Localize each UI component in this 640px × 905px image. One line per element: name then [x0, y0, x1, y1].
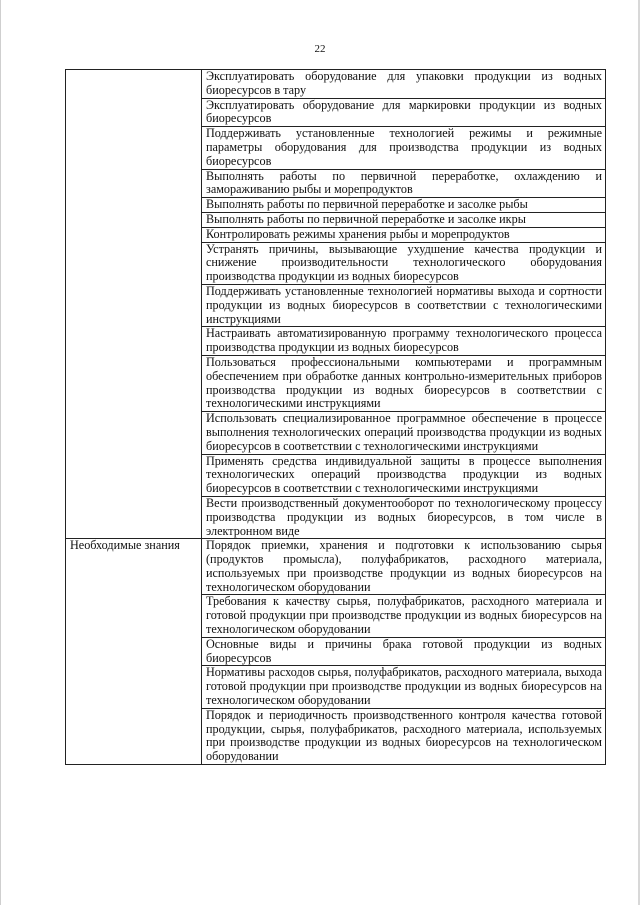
table-cell: Порядок и периодичность производственного контроля качества готовой продукции, сырья, полуфабрикатов, расходного материала, используемых при производстве продукции из водных биоресурсов на технологическом оборудовании [202, 708, 606, 764]
table-cell: Вести производственный документооборот по технологическому процессу производства продукции из водных биоресурсов, в том числе в электронном виде [202, 496, 606, 538]
table-cell: Эксплуатировать оборудование для упаковки продукции из водных биоресурсов в тару [202, 70, 606, 99]
requirements-table [65, 69, 606, 765]
table-cell: Выполнять работы по первичной переработке и засолке икры [202, 212, 606, 227]
table-cell: Основные виды и причины брака готовой продукции из водных биоресурсов [202, 637, 606, 666]
table-row [66, 70, 606, 99]
table-cell: Требования к качеству сырья, полуфабрикатов, расходного материала и готовой продукции при производстве продукции из водных биоресурсов на технологическом оборудовании [202, 595, 606, 637]
table-cell: Использовать специализированное программное обеспечение в процессе выполнения технологических операций производства продукции из водных биоресурсов в соответствии с технологическими инструкциями [202, 412, 606, 454]
table-cell: Эксплуатировать оборудование для маркировки продукции из водных биоресурсов [202, 98, 606, 127]
scan-edge [0, 0, 1, 905]
table-cell: Поддерживать установленные технологией режимы и режимные параметры оборудования для производства продукции из водных биоресурсов [202, 127, 606, 169]
table-cell: Применять средства индивидуальной защиты в процессе выполнения технологических операций производства продукции из водных биоресурсов в соответствии с технологическими инструкциями [202, 454, 606, 496]
page-number: 22 [314, 43, 326, 55]
table-cell: Порядок приемки, хранения и подготовки к использованию сырья (продуктов промысла), полуфабрикатов, расходного материала, используемых при производстве продукции из водных биоресурсов на технологическом оборудовании [202, 539, 606, 595]
table-cell: Настраивать автоматизированную программу технологического процесса производства продукции из водных биоресурсов [202, 327, 606, 356]
table-cell: Контролировать режимы хранения рыбы и морепродуктов [202, 227, 606, 242]
table-row [66, 539, 606, 595]
table-cell: Нормативы расходов сырья, полуфабрикатов, расходного материала, выхода готовой продукции при производстве продукции из водных биоресурсов на технологическом оборудовании [202, 666, 606, 708]
table-cell: Устранять причины, вызывающие ухудшение качества продукции и снижение производительности технологического оборудования производства продукции из водных биоресурсов [202, 242, 606, 284]
table-cell-empty [66, 70, 202, 539]
table-cell: Поддерживать установленные технологией нормативы выхода и сортности продукции из водных биоресурсов в соответствии с технологическими инструкциями [202, 284, 606, 326]
table-cell: Выполнять работы по первичной переработке и засолке рыбы [202, 198, 606, 213]
table-cell: Выполнять работы по первичной переработке, охлаждению и замораживанию рыбы и морепродуктов [202, 169, 606, 198]
table-cell: Пользоваться профессиональными компьютерами и программным обеспечением при обработке данных контрольно-измерительных приборов производства продукции из водных биоресурсов в соответствии с технологическими инструкциями [202, 355, 606, 411]
knowledge-label: Необходимые знания [66, 539, 202, 765]
